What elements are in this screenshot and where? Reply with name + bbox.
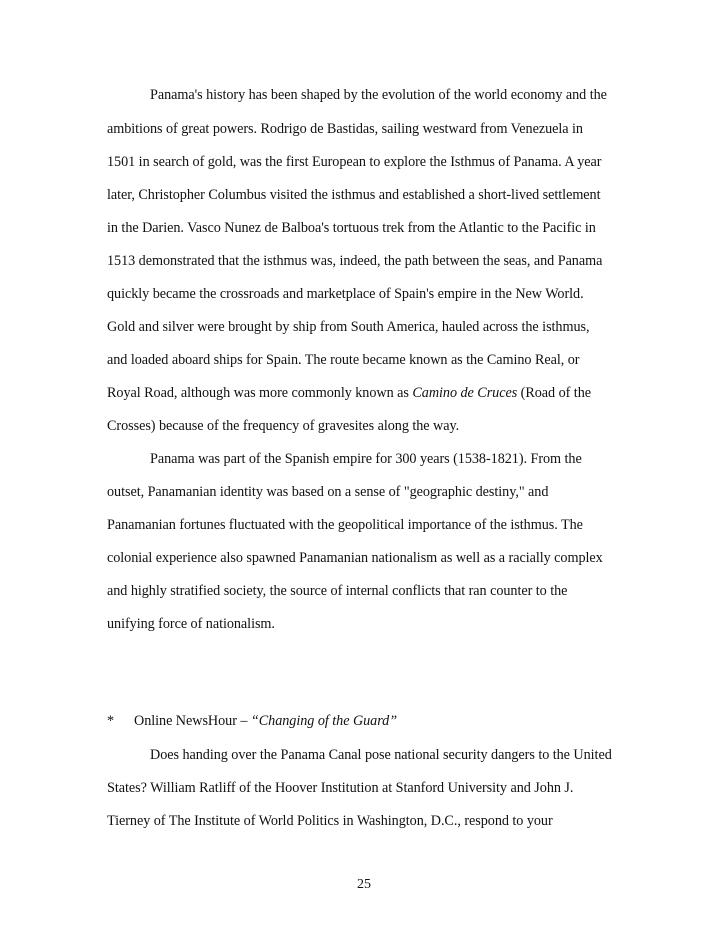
paragraph-3-line-3: Tierney of The Institute of World Politics in Washington, D.C., respond to your [107,813,553,829]
resource-source: Online NewsHour – [134,713,251,729]
line-10-text-before: Royal Road, although was more commonly known as [107,385,413,401]
paragraph-1-line-5: in the Darien. Vasco Nunez de Balboa's tortuous trek from the Atlantic to the Pacific in [107,220,596,236]
paragraph-1-line-7: quickly became the crossroads and marketplace of Spain's empire in the New World. [107,286,584,302]
paragraph-1-line-9: and loaded aboard ships for Spain. The route became known as the Camino Real, or [107,352,580,368]
page-number: 25 [357,877,371,892]
paragraph-2-line-6: unifying force of nationalism. [107,616,275,632]
paragraph-2-line-5: and highly stratified society, the source of internal conflicts that ran counter to the [107,583,568,599]
paragraph-1-line-8: Gold and silver were brought by ship from South America, hauled across the isthmus, [107,319,590,335]
camino-de-cruces-italic: Camino de Cruces [412,385,518,401]
paragraph-3-line-2: States? William Ratliff of the Hoover Institution at Stanford University and John J. [107,780,574,796]
paragraph-1-line-11: Crosses) because of the frequency of gravesites along the way. [107,418,460,434]
paragraph-1-line-10 [107,384,591,402]
paragraph-1-line-6: 1513 demonstrated that the isthmus was, indeed, the path between the seas, and Panama [107,253,603,269]
paragraph-2-line-3: Panamanian fortunes fluctuated with the geopolitical importance of the isthmus. The [107,517,583,533]
paragraph-1-line-3: 1501 in search of gold, was the first European to explore the Isthmus of Panama. A year [107,154,602,170]
paragraph-2-line-2: outset, Panamanian identity was based on a sense of "geographic destiny," and [107,484,549,500]
resource-title: “Changing of the Guard” [250,713,398,729]
paragraph-3-line-1: Does handing over the Panama Canal pose national security dangers to the United [150,747,612,763]
paragraph-1-line-1: Panama's history has been shaped by the evolution of the world economy and the [150,87,607,103]
resource-bullet: * [107,713,115,729]
paragraph-1-line-4: later, Christopher Columbus visited the isthmus and established a short-lived settlement [107,187,601,203]
paragraph-2-line-4: colonial experience also spawned Panamanian nationalism as well as a racially complex [107,550,603,566]
resource-entry [134,712,397,730]
paragraph-1-line-2: ambitions of great powers. Rodrigo de Bastidas, sailing westward from Venezuela in [107,121,583,137]
line-10-text-after: (Road of the [517,385,591,401]
paragraph-2-line-1: Panama was part of the Spanish empire for 300 years (1538-1821). From the [150,451,582,467]
